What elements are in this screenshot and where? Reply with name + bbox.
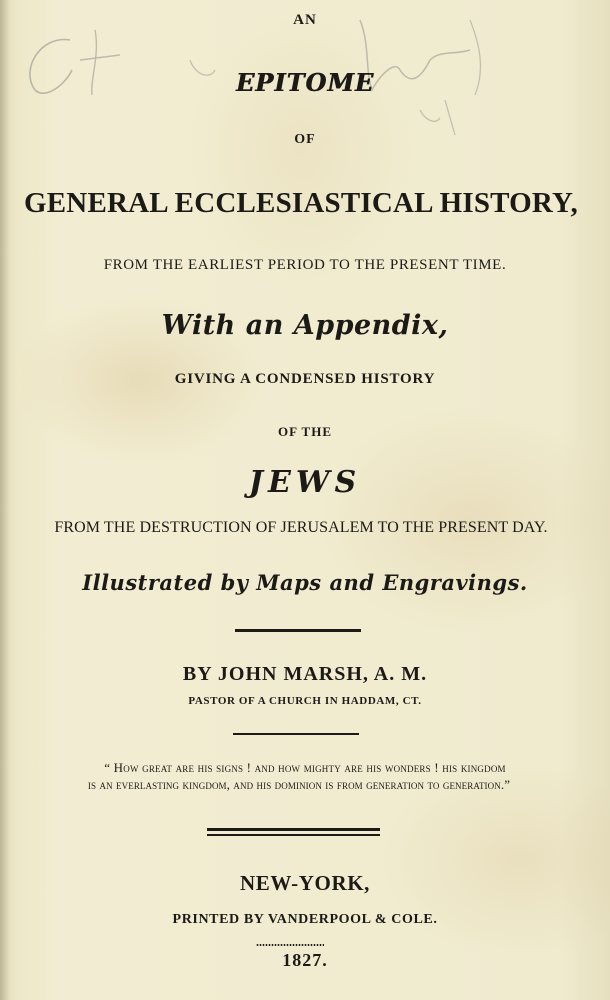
giving-line: GIVING A CONDENSED HISTORY bbox=[174, 371, 436, 387]
divider-rule-2 bbox=[233, 733, 359, 735]
quote-line-2: is an everlasting kingdom, and his dominion is from generation to generation.” bbox=[87, 777, 511, 792]
appendix-heading: With an Appendix, bbox=[161, 310, 449, 341]
double-rule-bottom bbox=[207, 834, 380, 836]
author-role: PASTOR OF A CHURCH IN HADDAM, CT. bbox=[188, 695, 422, 707]
author-line: BY JOHN MARSH, A. M. bbox=[182, 663, 428, 685]
divider-rule-1 bbox=[235, 629, 361, 632]
main-title: GENERAL ECCLESIASTICAL HISTORY, bbox=[24, 187, 578, 219]
printer-line: PRINTED BY VANDERPOOL & COLE. bbox=[172, 912, 438, 927]
dotted-rule bbox=[256, 944, 324, 946]
subtitle: FROM THE EARLIEST PERIOD TO THE PRESENT TIME. bbox=[103, 257, 507, 273]
pencil-inscription bbox=[0, 0, 610, 200]
title-of: OF bbox=[294, 132, 316, 147]
title-an: AN bbox=[293, 12, 317, 28]
year-line: 1827. bbox=[282, 950, 328, 970]
city-line: NEW-YORK, bbox=[239, 871, 371, 895]
illustrated-line: Illustrated by Maps and Engravings. bbox=[82, 570, 528, 595]
quote-line-1: “ How great are his signs ! and how mighty are his wonders ! his kingdom bbox=[104, 760, 506, 775]
title-epitome: EPITOME bbox=[235, 68, 375, 97]
of-the-line: OF THE bbox=[277, 424, 333, 439]
jews-heading: JEWS bbox=[248, 465, 362, 500]
double-rule-top bbox=[207, 828, 380, 831]
destruction-line: FROM THE DESTRUCTION OF JERUSALEM TO THE PRESENT DAY. bbox=[54, 519, 548, 536]
